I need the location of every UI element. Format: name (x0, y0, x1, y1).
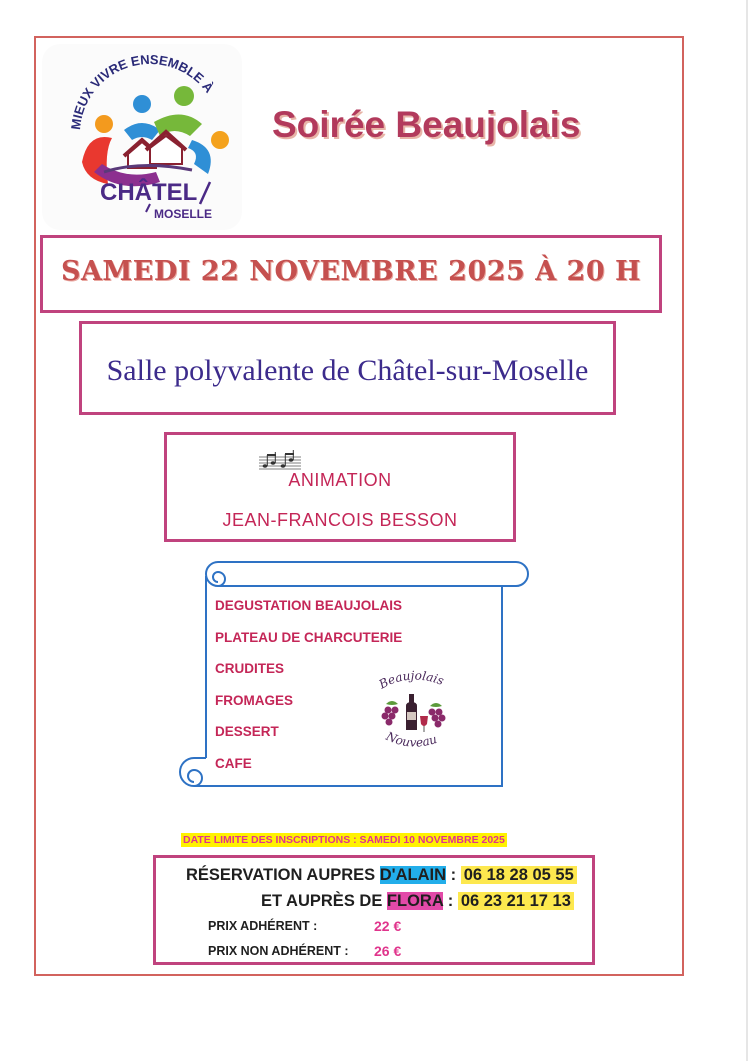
animation-box (164, 432, 516, 542)
registration-deadline: DATE LIMITE DES INSCRIPTIONS : SAMEDI 10 NOVEMBRE 2025 (183, 834, 505, 846)
event-venue: Salle polyvalente de Châtel-sur-Moselle (106, 354, 589, 387)
reservation-line-2: ET AUPRÈS DE FLORA : 06 23 21 17 13 (261, 892, 574, 911)
association-logo-graphic (42, 44, 242, 230)
venue-box (79, 321, 616, 415)
beaujolais-nouveau-logo (372, 664, 454, 758)
bj-logo-top-text: Beaujolais (376, 668, 446, 692)
phone-flora: 06 23 21 17 13 (458, 892, 574, 910)
svg-text:Beaujolais (376, 668, 446, 692)
animation-label: ANIMATION (288, 470, 392, 490)
reservation-prefix-2: ET AUPRÈS DE (261, 892, 387, 910)
event-title: Soirée Beaujolais (272, 104, 581, 145)
member-price-value: 22 € (374, 918, 402, 934)
logo-arc-text: MIEUX VIVRE ENSEMBLE À (67, 51, 217, 131)
reservation-box (153, 855, 595, 965)
nonmember-price-label: PRIX NON ADHÉRENT : (208, 944, 349, 958)
menu-item: PLATEAU DE CHARCUTERIE (215, 629, 403, 645)
wine-glass-icon (420, 716, 428, 726)
menu-item: DESSERT (215, 724, 279, 739)
menu-item: DEGUSTATION BEAUJOLAIS (215, 598, 403, 613)
reservation-prefix-1: RÉSERVATION AUPRES (186, 866, 380, 884)
menu-item: CAFE (215, 755, 252, 771)
animation-performer: JEAN-FRANCOIS BESSON (222, 510, 458, 530)
event-date: SAMEDI 22 NOVEMBRE 2025 À 20 H (60, 256, 642, 287)
logo-town: CHÂTEL (100, 179, 198, 206)
wine-bottle-icon (406, 694, 417, 730)
menu-item: FROMAGES (215, 692, 294, 708)
logo-region: MOSELLE (154, 207, 213, 221)
member-price-label: PRIX ADHÉRENT : (208, 919, 318, 933)
menu-item: CRUDITES (215, 661, 285, 676)
date-box (40, 235, 662, 313)
nonmember-price-value: 26 € (374, 943, 402, 959)
svg-text:Nouveau (383, 729, 439, 750)
phone-alain: 06 18 28 05 55 (461, 866, 577, 884)
bj-logo-bottom-text: Nouveau (383, 729, 439, 750)
scan-edge (746, 0, 748, 1061)
association-logo (42, 44, 242, 230)
contact-alain: D'ALAIN (379, 866, 447, 884)
contact-flora: FLORA (386, 892, 444, 910)
reservation-line-1: RÉSERVATION AUPRES D'ALAIN : 06 18 28 05 55 (186, 866, 577, 885)
